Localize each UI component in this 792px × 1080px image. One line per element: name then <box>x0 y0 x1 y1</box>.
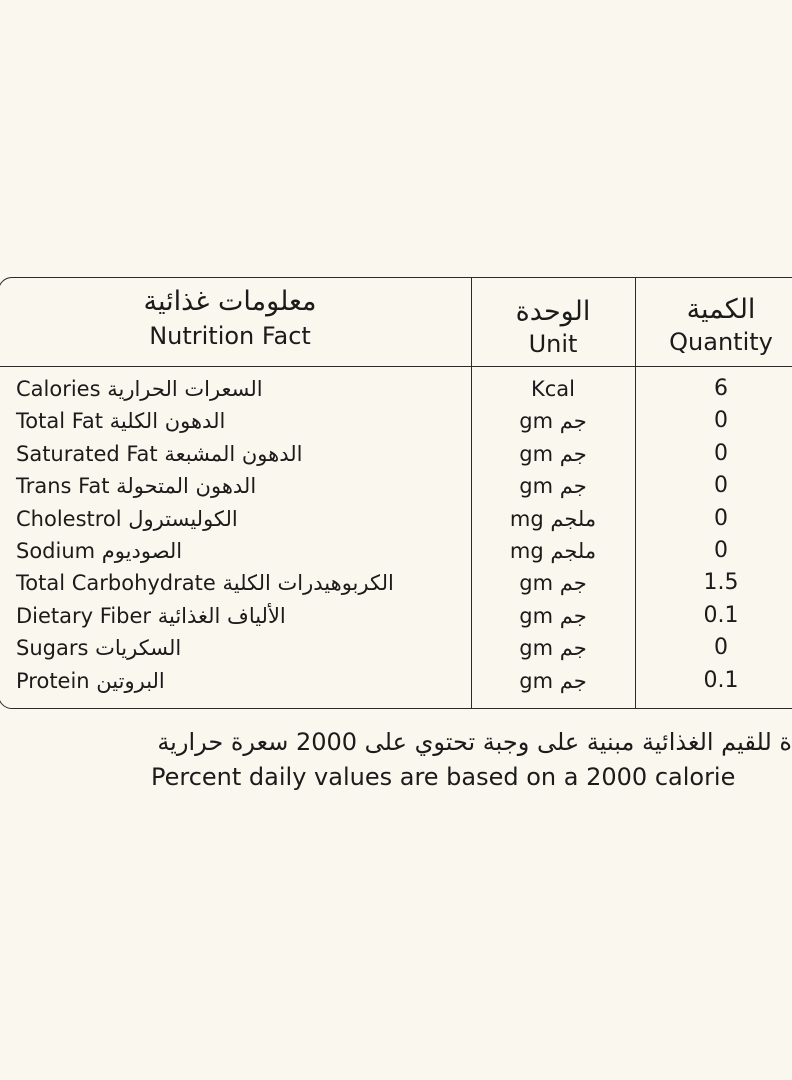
nutrient-unit: Kcal <box>530 377 576 401</box>
nutrient-name: Total Carbohydrate الكربوهيدرات الكلية <box>16 571 394 595</box>
nutrient-name: Protein البروتين <box>16 669 165 693</box>
nutrient-quantity: 0 <box>714 506 728 531</box>
nutrient-name: Sugars السكريات <box>16 636 182 660</box>
nutrient-unit: gm جم <box>519 409 587 433</box>
nutrient-unit: gm جم <box>519 636 587 660</box>
nutrient-unit: mg ملجم <box>509 539 597 563</box>
nutrient-quantity: 0 <box>714 441 728 466</box>
nutrient-quantity: 0.1 <box>703 603 739 628</box>
table-row <box>0 535 792 567</box>
table-row <box>0 600 792 632</box>
footnote-english: Percent daily values are based on a 2000 calorie <box>151 763 736 791</box>
nutrient-quantity: 0 <box>714 635 728 660</box>
nutrient-unit: gm جم <box>519 604 587 628</box>
nutrient-unit: gm جم <box>519 669 587 693</box>
header-unit-english: Unit <box>528 330 578 358</box>
table-row <box>0 567 792 599</box>
nutrient-unit: gm جم <box>519 571 587 595</box>
header-unit-arabic: الوحدة <box>515 296 591 327</box>
table-row <box>0 373 792 405</box>
nutrient-quantity: 6 <box>714 376 728 401</box>
header-nutrition-fact <box>85 288 375 348</box>
table-row <box>0 665 792 697</box>
nutrient-quantity: 0 <box>714 538 728 563</box>
table-row <box>0 470 792 502</box>
header-unit <box>471 298 635 356</box>
header-name-english: Nutrition Fact <box>149 322 311 350</box>
header-name-arabic: معلومات غذائية <box>143 286 317 317</box>
nutrient-name: Total Fat الدهون الكلية <box>16 409 226 433</box>
table-row <box>0 438 792 470</box>
nutrient-quantity: 0.1 <box>703 668 739 693</box>
footnote-arabic: ة للقيم الغذائية مبنية على وجبة تحتوي على 2000 سعرة حرارية <box>157 728 792 756</box>
nutrient-name: Sodium الصوديوم <box>16 539 183 563</box>
table-row <box>0 632 792 664</box>
nutrient-quantity: 0 <box>714 473 728 498</box>
nutrient-name: Trans Fat الدهون المتحولة <box>16 474 257 498</box>
nutrient-name: Saturated Fat الدهون المشبعة <box>16 442 303 466</box>
nutrient-unit: gm جم <box>519 474 587 498</box>
nutrient-quantity: 0 <box>714 408 728 433</box>
nutrient-name: Dietary Fiber الألياف الغذائية <box>16 604 286 628</box>
table-row <box>0 503 792 535</box>
header-quantity-arabic: الكمية <box>686 294 756 325</box>
nutrient-unit: mg ملجم <box>509 507 597 531</box>
nutrient-quantity: 1.5 <box>703 570 739 595</box>
table-row <box>0 405 792 437</box>
nutrient-unit: gm جم <box>519 442 587 466</box>
nutrient-name: Cholestrol الكوليسترول <box>16 507 238 531</box>
header-divider <box>0 366 792 367</box>
header-quantity <box>641 296 792 354</box>
header-quantity-english: Quantity <box>669 328 773 356</box>
nutrient-name: Calories السعرات الحرارية <box>16 377 263 401</box>
